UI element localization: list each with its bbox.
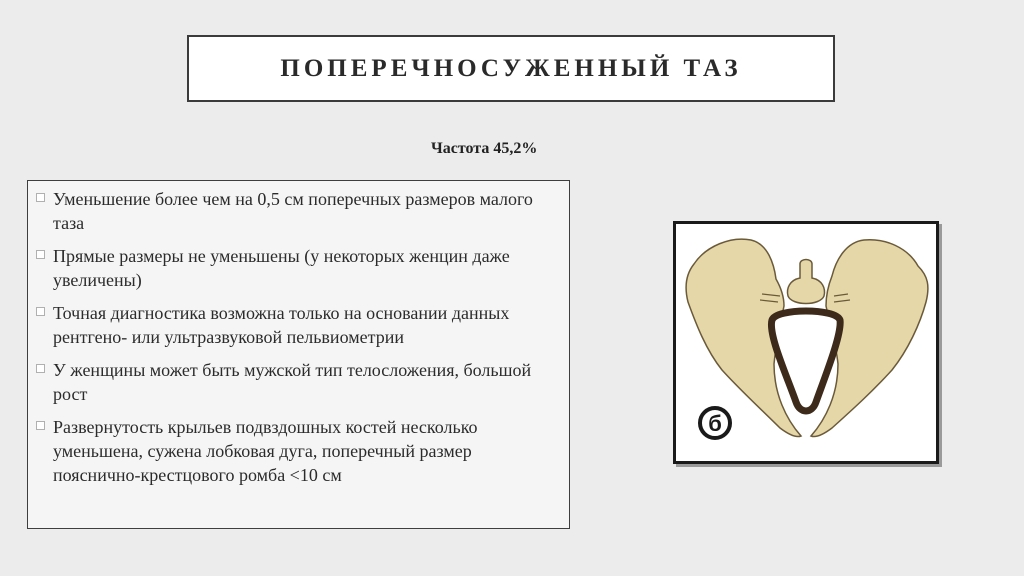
list-item [36,187,561,235]
pelvic-inlet-outline [771,311,840,411]
checkbox-bullet-icon [36,364,45,373]
sacrum-shape [788,260,825,304]
list-item [36,301,561,349]
frequency-text: Частота 45,2% [431,140,538,157]
slide-title: ПОПЕРЕЧНОСУЖЕННЫЙ ТАЗ [280,54,742,82]
checkbox-bullet-icon [36,250,45,259]
figure-label: б [708,411,722,436]
checkbox-bullet-icon [36,307,45,316]
list-item [36,415,561,487]
list-item [36,358,561,406]
pelvis-illustration [673,221,939,464]
bullet-list [27,180,570,529]
title-box [187,35,835,102]
list-item-text: У женщины может быть мужской тип телосложения, большой рост [53,360,532,404]
checkbox-bullet-icon [36,421,45,430]
list-item-text: Уменьшение более чем на 0,5 см поперечных размеров малого таза [53,189,533,233]
list-item-text: Точная диагностика возможна только на основании данных рентгено- или ультразвуковой пельвиометрии [53,303,510,347]
list-item-text: Развернутость крыльев подвздошных костей несколько уменьшена, сужена лобковая дуга, поперечный размер пояснично-крестцового ромба <10 см [53,417,478,485]
list-item [36,244,561,292]
list-item-text: Прямые размеры не уменьшены (у некоторых женцин даже увеличены) [53,246,510,290]
checkbox-bullet-icon [36,193,45,202]
pelvis-drawing [676,224,936,461]
